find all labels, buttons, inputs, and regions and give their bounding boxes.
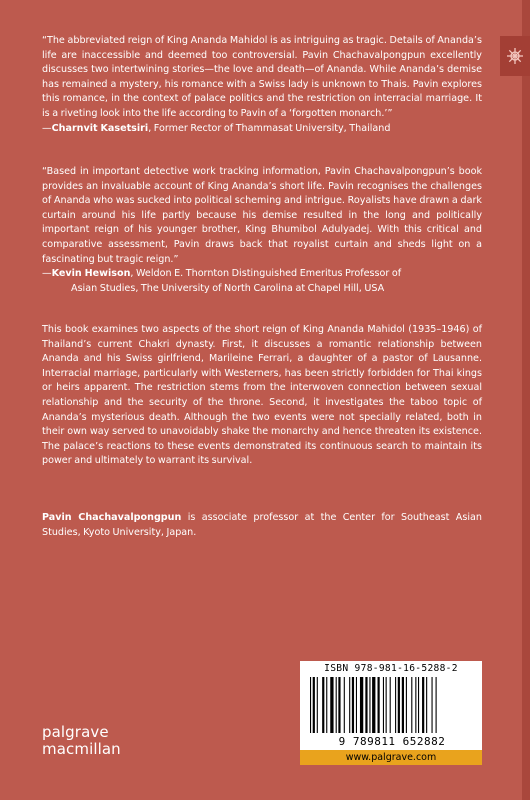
quote-2-text: “Based in important detective work tracking information, Pavin Chachavalpongpun’s book provides an invaluable account of King Ananda’s short life. Pavin recognises the challenges of Ananda who was sucked into political scheming and intrigue. Royalists have drawn a dark curtain around his life partly because his demise resulted in the long and politically important reign of his younger brother, King Bhumibol Adulyadej. With this critical and comparative assessment, Pavin draws back that royalist curtain and sheds light on a fascinating but tragic reign.” xyxy=(42,166,482,265)
barcode-digits: 9 789811 652882 xyxy=(338,735,446,748)
barcode-bar xyxy=(383,677,384,733)
endorsement-quote-1 xyxy=(42,34,482,136)
quote-1-attribution xyxy=(42,122,482,137)
endorsement-quote-2 xyxy=(42,165,482,296)
quote-2-affiliation-line2: Asian Studies, The University of North Carolina at Chapel Hill, USA xyxy=(71,282,385,294)
barcode-bar xyxy=(349,677,350,733)
barcode-bar xyxy=(369,677,370,733)
barcode-bar xyxy=(395,677,396,733)
quote-1-dash: — xyxy=(42,122,52,134)
barcode-bar xyxy=(352,677,354,733)
barcode-bar xyxy=(432,677,433,733)
barcode-panel xyxy=(300,661,482,765)
barcode-bar xyxy=(436,677,437,733)
barcode-bar xyxy=(426,677,427,733)
barcode-bar xyxy=(422,677,424,733)
barcode-bar xyxy=(406,677,407,733)
book-description: This book examines two aspects of the short reign of King Ananda Mahidol (1935–1946) of Thailand’s current Chakri dynasty. First, it discusses a romantic relationship between Ananda and his Swiss girlfriend, Marileine Ferrari, a daughter of a pastor of Lausanne. Interracial marriage, particularly with Westerners, has been strictly forbidden for Thai kings or heirs apparent. The restriction stems from the interwoven connection between sexual relationship and the security of the throne. Second, it investigates the taboo topic of Ananda’s mysterious death. Although the two events were not specially related, both in their own way served to unavoidably shake the monarchy and hence threaten its existence. The palace’s reactions to these events demonstrated its continuous search to maintain its power and ultimately to warrant its survival. xyxy=(42,324,482,467)
barcode-bar xyxy=(313,677,315,733)
quote-1-text: “The abbreviated reign of King Ananda Mahidol is as intriguing as tragic. Details of Ananda’s life are inaccessible and deemed too controversial. Pavin Chachavalpongpun excellently discusses two intertwining stories—the love and death—of Ananda. While Ananda’s demise has remained a mystery, his romance with a Swiss lady is unknown to Thais. Pavin explores this romance, in the context of palace politics and the restriction on interracial marriage. It is a riveting look into the life according to Pavin of a ‘forgotten monarch.’” xyxy=(42,35,482,119)
isbn-label: ISBN 978-981-16-5288-2 xyxy=(324,663,458,674)
palgrave-pivot-star-icon xyxy=(500,36,530,76)
barcode-bar xyxy=(411,677,412,733)
barcode-icon xyxy=(308,677,474,735)
publisher-logo xyxy=(42,724,121,758)
publisher-url: www.palgrave.com xyxy=(300,750,482,765)
barcode-bar xyxy=(317,677,318,733)
spine-edge xyxy=(522,0,530,800)
barcode-bar xyxy=(322,677,324,733)
barcode-bar xyxy=(336,677,337,733)
barcode-bar xyxy=(415,677,416,733)
publisher-line1: palgrave xyxy=(42,723,109,741)
barcode-bar xyxy=(338,677,340,733)
quote-2-name: Kevin Hewison xyxy=(51,268,131,280)
barcode-bar xyxy=(310,677,311,733)
author-bio-text: is associate professor at the Center for Southeast Asian Studies, Kyoto University, Japan. xyxy=(42,512,482,538)
quote-1-name: Charnvit Kasetsiri xyxy=(51,122,149,134)
author-name: Pavin Chachavalpongpun xyxy=(42,512,182,523)
quote-2-attribution xyxy=(42,267,482,282)
barcode-bar xyxy=(372,677,375,733)
barcode-bar xyxy=(356,677,357,733)
barcode-bar xyxy=(386,677,387,733)
barcode-bar xyxy=(418,677,419,733)
barcode-bar xyxy=(360,677,363,733)
quote-2-affiliation-line1: , Weldon E. Thornton Distinguished Emeritus Professor of xyxy=(130,268,402,280)
quote-1-affiliation: , Former Rector of Thammasat University, Thailand xyxy=(148,122,391,134)
barcode-bar xyxy=(344,677,345,733)
barcode-bar xyxy=(390,677,391,733)
barcode-bar xyxy=(330,677,333,733)
barcode-bar xyxy=(378,677,380,733)
barcode-bar xyxy=(326,677,327,733)
author-bio xyxy=(42,511,482,540)
barcode-bar xyxy=(402,677,404,733)
publisher-line2: macmillan xyxy=(42,740,121,758)
quote-2-dash: — xyxy=(42,268,52,280)
barcode-bar xyxy=(365,677,367,733)
barcode-bar xyxy=(398,677,400,733)
